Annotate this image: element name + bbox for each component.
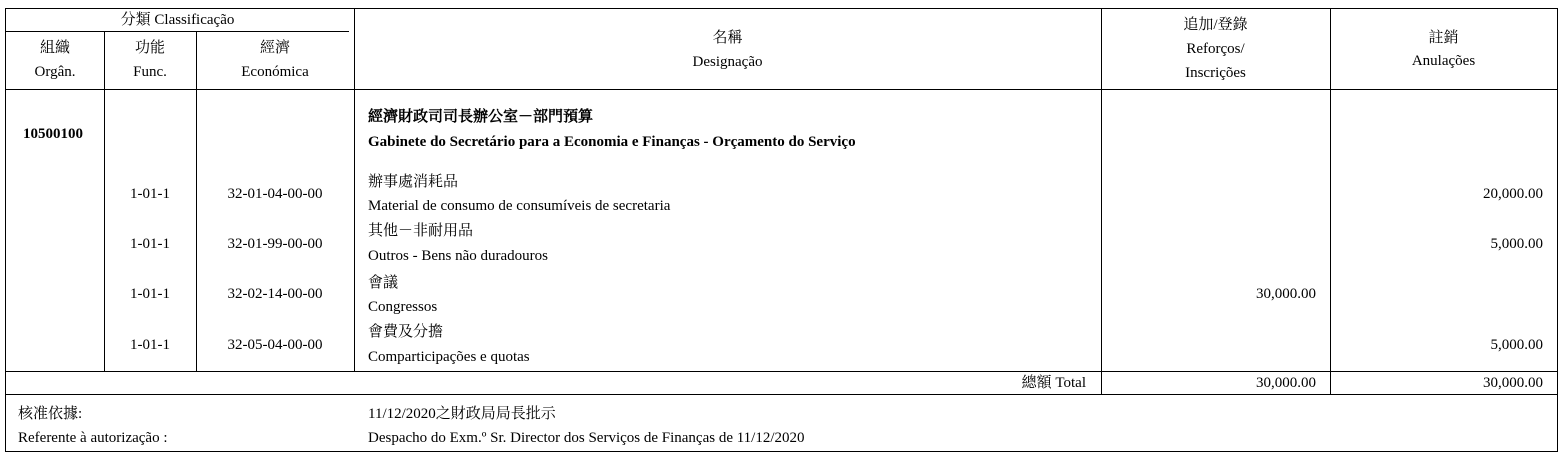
row-name-zh: 其他－非耐用品: [368, 223, 474, 239]
dispatch-text-zh: 11/12/2020之財政局局長批示: [368, 406, 556, 422]
row-name-zh: 辦事處消耗品: [368, 174, 459, 190]
row-econ: 32-01-04-00-00: [227, 186, 323, 202]
row-econ: 32-05-04-00-00: [227, 337, 323, 353]
row-econ: 32-01-99-00-00: [227, 236, 323, 252]
row-name-pt: Comparticipações e quotas: [368, 349, 530, 365]
row-func: 1-01-1: [130, 337, 170, 353]
total-label: 總額 Total: [1021, 375, 1086, 391]
total-bottom-line: [6, 394, 1557, 395]
row-cancellation: 20,000.00: [1483, 186, 1543, 202]
row-econ: 32-02-14-00-00: [227, 286, 323, 302]
row-reinforcement: 30,000.00: [1256, 286, 1316, 302]
classification-header: 分類 Classificação: [120, 12, 235, 28]
organ-header-pt: Orgân.: [34, 64, 76, 80]
designation-header-pt: Designação: [692, 54, 763, 70]
total-top-line: [6, 371, 1557, 372]
dispatch-text-pt: Despacho do Exm.º Sr. Director dos Serviços de Finanças de 11/12/2020: [368, 430, 805, 446]
reinforcement-header-pt1: Reforços/: [1186, 41, 1245, 57]
authorization-label-zh: 核准依據:: [18, 406, 83, 422]
row-cancellation: 5,000.00: [1490, 337, 1543, 353]
section-title-zh: 經濟財政司司長辦公室－部門預算: [368, 109, 594, 125]
func-header-zh: 功能: [134, 40, 165, 56]
total-cancellation: 30,000.00: [1483, 375, 1543, 391]
cancellation-header-zh: 註銷: [1428, 30, 1459, 46]
econ-header-zh: 經濟: [259, 40, 290, 56]
row-name-zh: 會費及分擔: [368, 324, 444, 340]
row-name-pt: Congressos: [368, 299, 438, 315]
row-name-pt: Outros - Bens não duradouros: [368, 248, 548, 264]
econ-header-pt: Económica: [241, 64, 309, 80]
row-name-pt: Material de consumo de consumíveis de secretaria: [368, 198, 671, 214]
reinforcement-header-zh: 追加/登錄: [1183, 17, 1248, 33]
reinforcement-header-pt2: Inscrições: [1185, 65, 1246, 81]
cancellation-header-pt: Anulações: [1411, 53, 1476, 69]
authorization-label-pt: Referente à autorização :: [18, 430, 168, 446]
total-reinforcement: 30,000.00: [1256, 375, 1316, 391]
budget-table: [5, 8, 1558, 452]
row-cancellation: 5,000.00: [1490, 236, 1543, 252]
classification-divider: [6, 31, 349, 32]
row-func: 1-01-1: [130, 186, 170, 202]
func-header-pt: Func.: [133, 64, 167, 80]
row-func: 1-01-1: [130, 286, 170, 302]
row-func: 1-01-1: [130, 236, 170, 252]
organ-header-zh: 組織: [39, 40, 70, 56]
section-title-pt: Gabinete do Secretário para a Economia e Finanças - Orçamento do Serviço: [368, 134, 856, 150]
designation-header-zh: 名稱: [712, 30, 743, 46]
organ-code: 10500100: [23, 126, 83, 142]
row-name-zh: 會議: [368, 275, 399, 291]
header-bottom-line: [6, 89, 1557, 90]
